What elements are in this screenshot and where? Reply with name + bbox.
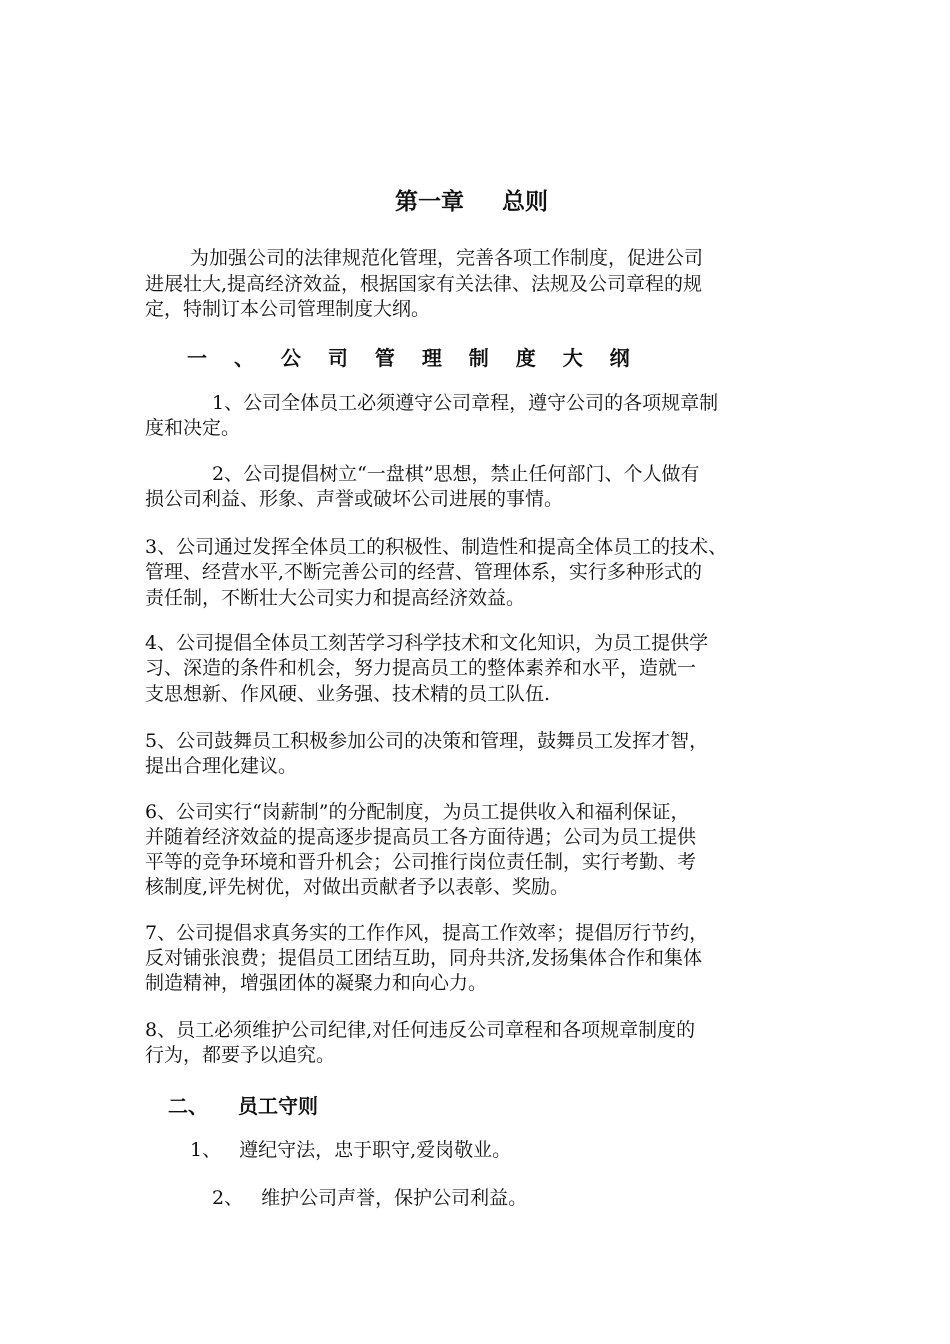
item-line: 提出合理化建议。 — [145, 755, 298, 777]
item-line: 5、公司鼓舞员工积极参加公司的决策和管理，鼓舞员工发挥才智， — [145, 730, 709, 752]
item-line: 支思想新、作风硬、业务强、技术精的员工队伍. — [145, 683, 551, 705]
item-line: 2、公司提倡树立“一盘棋”思想，禁止任何部门、个人做有 — [212, 463, 700, 485]
item-line: 并随着经济效益的提高逐步提高员工各方面待遇；公司为员工提供 — [145, 826, 697, 848]
item-line: 平等的竞争环境和晋升机会；公司推行岗位责任制，实行考勤、考 — [145, 851, 697, 873]
item-line: 反对铺张浪费；提倡员工团结互助，同舟共济,发扬集体合作和集体 — [145, 947, 703, 969]
rule-item — [212, 1185, 527, 1211]
item-line: 制造精神，增强团体的凝聚力和向心力。 — [145, 972, 488, 994]
rule-text: 维护公司声誉，保护公司利益。 — [261, 1187, 528, 1209]
item-line: 3、公司通过发挥全体员工的积极性、制造性和提高全体员工的技术、 — [145, 536, 728, 558]
item-line: 损公司利益、形象、声誉或破坏公司进展的事情。 — [145, 488, 564, 510]
section-number: 二、 — [168, 1094, 208, 1118]
section-heading: 一 、 公 司 管 理 制 度 大 纲 — [187, 346, 640, 370]
item-line: 7、公司提倡求真务实的工作作风，提高工作效率；提倡厉行节约， — [145, 922, 709, 944]
item-line: 8、员工必须维护公司纪律,对任何违反公司章程和各项规章制度的 — [145, 1019, 696, 1041]
item-line: 1、公司全体员工必须遵守公司章程，遵守公司的各项规章制 — [212, 392, 719, 414]
item-line: 4、公司提倡全体员工刻苦学习科学技术和文化知识，为员工提供学 — [145, 632, 709, 654]
section-heading — [168, 1090, 318, 1119]
chapter-title: 总则 — [502, 189, 548, 215]
intro-line: 为加强公司的法律规范化管理，完善各项工作制度，促进公司 — [190, 247, 704, 269]
section-title: 员工守则 — [238, 1094, 318, 1118]
chapter-heading — [395, 183, 548, 216]
rule-number: 2、 — [212, 1187, 244, 1209]
item-line: 习、深造的条件和机会，努力提高员工的整体素养和水平，造就一 — [145, 657, 697, 679]
item-line: 管理、经营水平,不断完善公司的经营、管理体系，实行多种形式的 — [145, 561, 703, 583]
item-line: 度和决定。 — [145, 417, 241, 439]
chapter-number: 第一章 — [395, 189, 464, 215]
item-line: 6、公司实行“岗薪制”的分配制度，为员工提供收入和福利保证， — [145, 801, 690, 823]
rule-number: 1、 — [190, 1139, 222, 1161]
rule-item — [190, 1137, 511, 1163]
intro-line: 进展壮大,提高经济效益，根据国家有关法律、法规及公司章程的规 — [145, 273, 703, 295]
intro-line: 定，特制订本公司管理制度大纲。 — [145, 298, 431, 320]
rule-text: 遵纪守法，忠于职守,爱岗敬业。 — [239, 1139, 512, 1161]
item-line: 责任制，不断壮大公司实力和提高经济效益。 — [145, 587, 526, 609]
item-line: 核制度,评先树优，对做出贡献者予以表彰、奖励。 — [145, 876, 570, 898]
item-line: 行为，都要予以追究。 — [145, 1044, 336, 1066]
